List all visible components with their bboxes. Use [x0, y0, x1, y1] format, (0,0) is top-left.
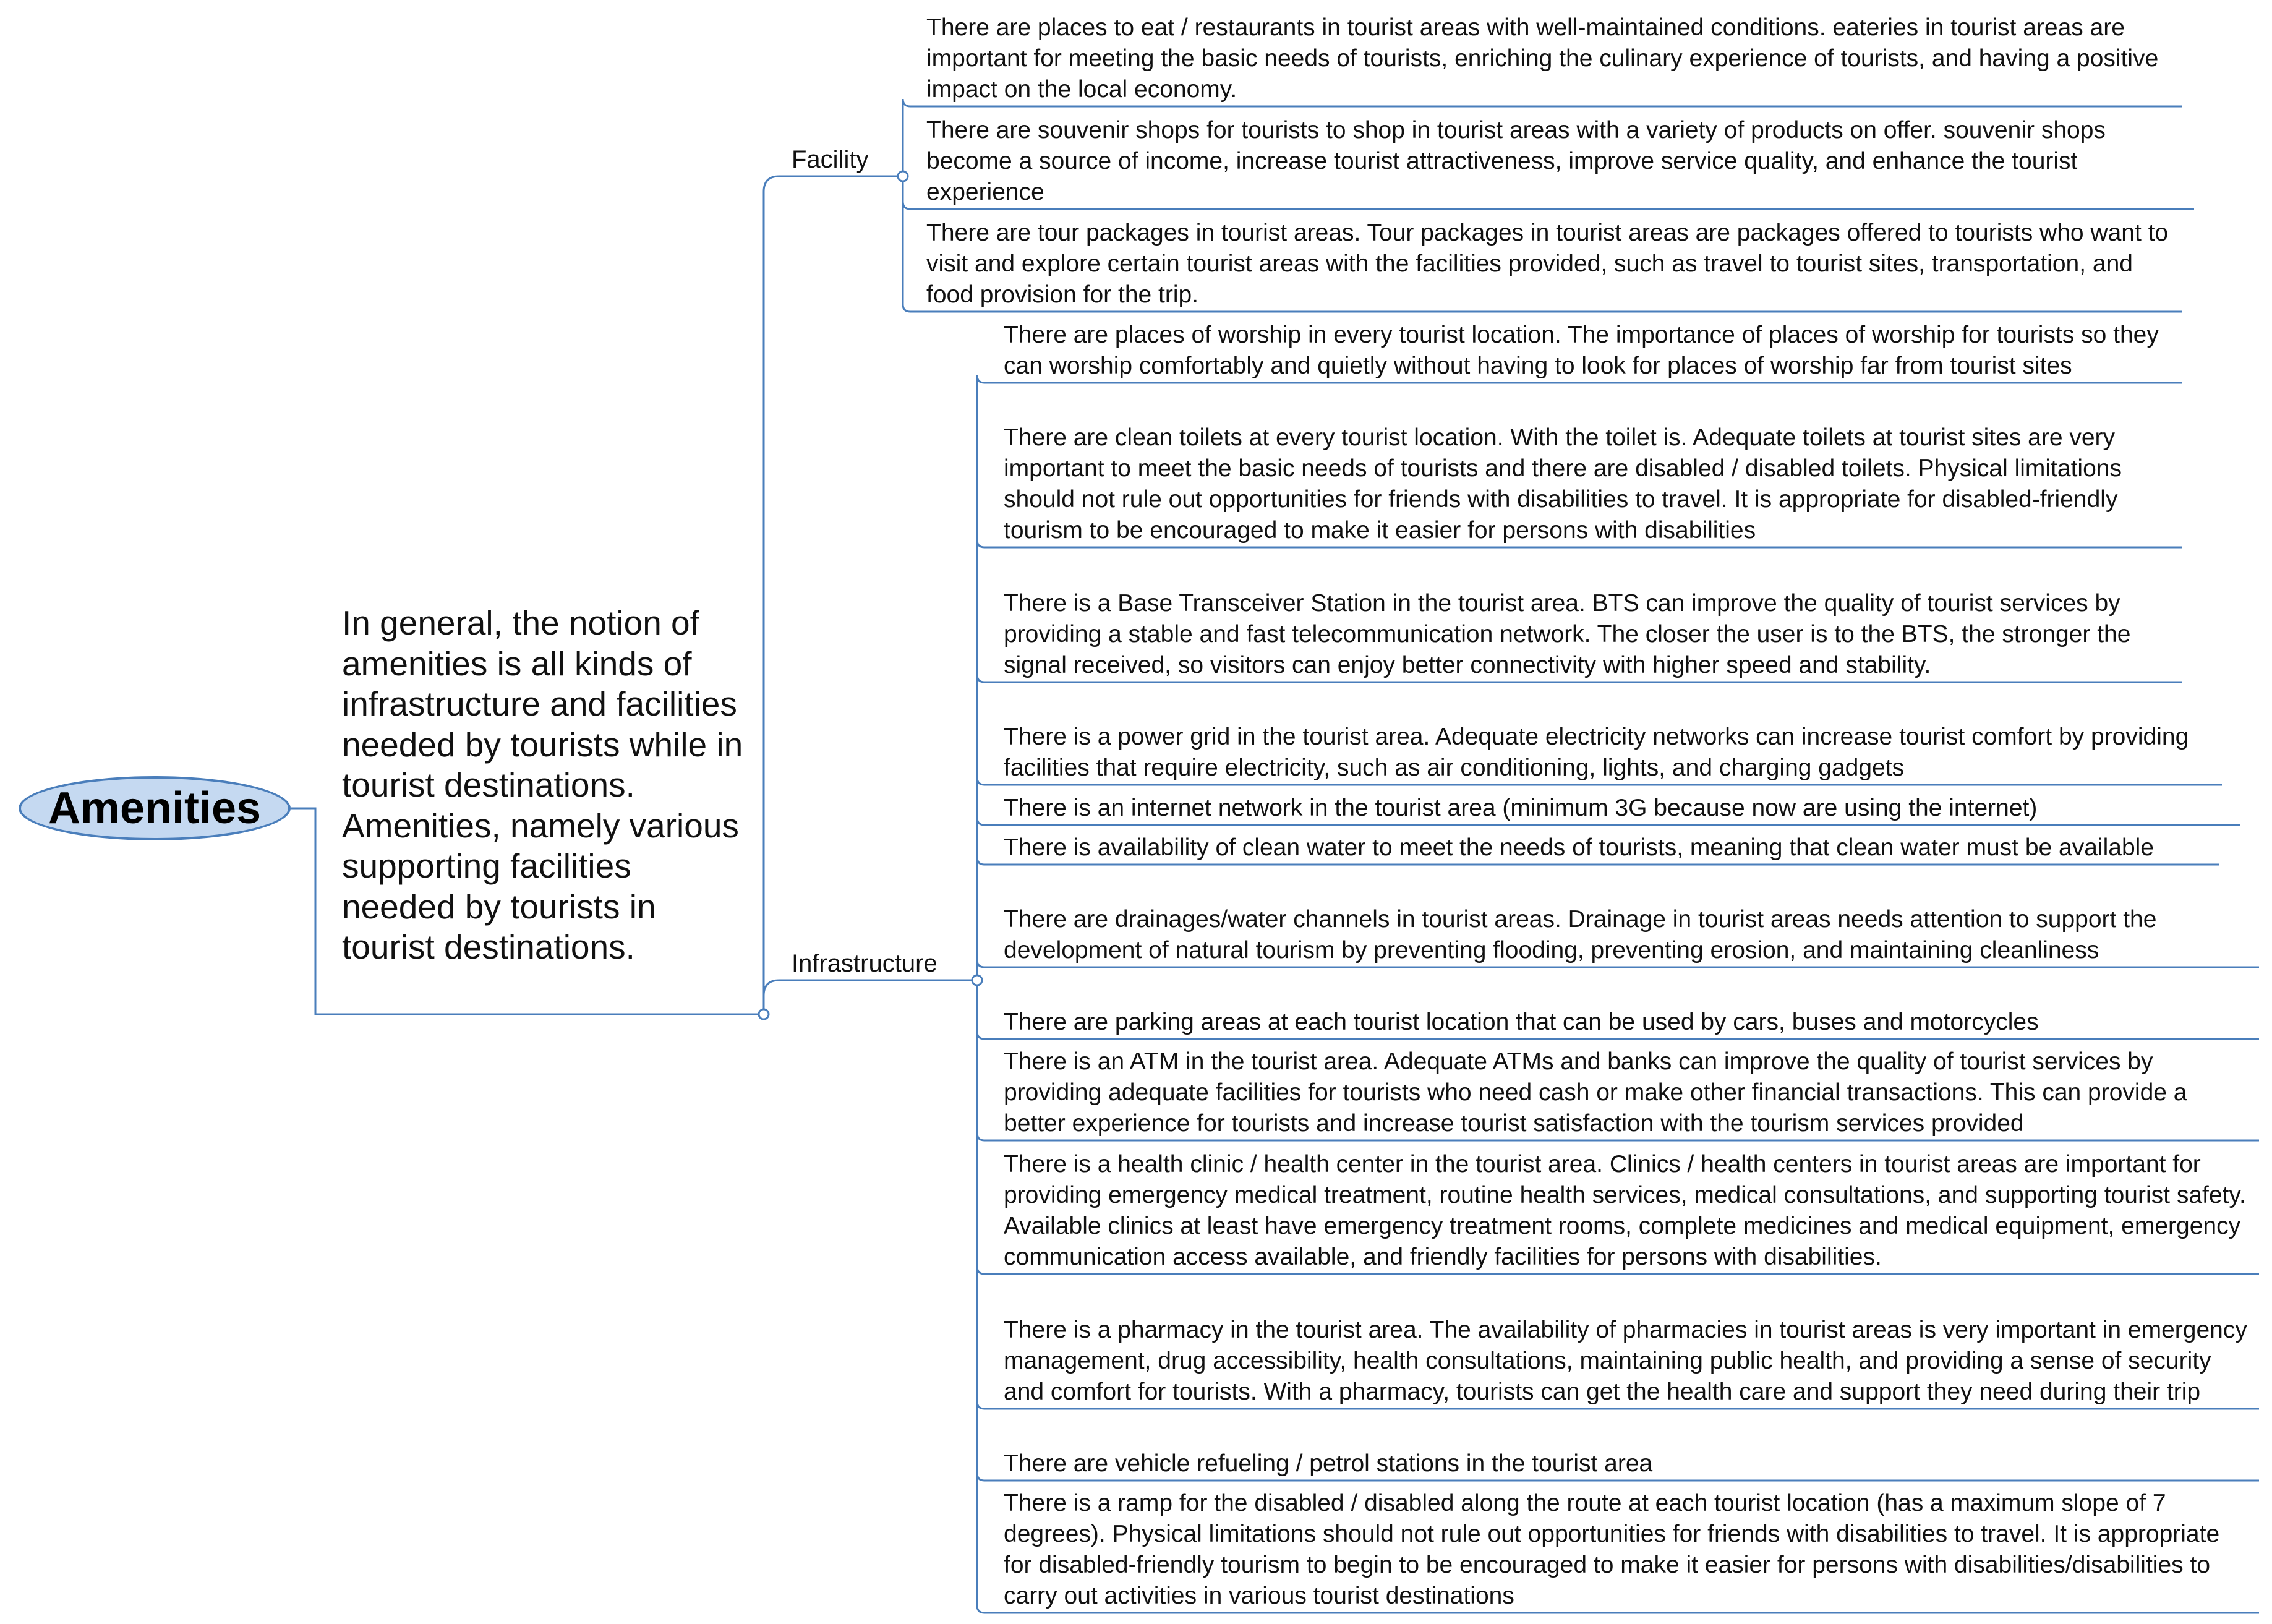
infrastructure-leaf[interactable] — [1004, 793, 2234, 824]
branch-infrastructure-label[interactable]: Infrastructure — [792, 950, 937, 977]
infrastructure-leaf[interactable] — [1004, 1149, 2253, 1273]
root-node[interactable] — [19, 776, 291, 840]
facility-leaf[interactable] — [926, 218, 2176, 310]
branch-facility-label[interactable]: Facility — [792, 146, 869, 173]
infrastructure-leaf[interactable] — [1004, 1046, 2253, 1139]
infrastructure-leaf[interactable] — [1004, 320, 2176, 382]
leaf-text: There are souvenir shops for tourists to shop in tourist areas with a variety of products on offer. souvenir shops become a source of income, increase tourist attractiveness, improve service quality, and enhance the tourist experience — [926, 117, 2106, 205]
infrastructure-leaf[interactable] — [1004, 588, 2176, 681]
infrastructure-leaf[interactable] — [1004, 832, 2213, 863]
infrastructure-leaf[interactable] — [1004, 422, 2176, 546]
description-junction — [759, 1009, 769, 1019]
infrastructure-leaf[interactable] — [1004, 1315, 2253, 1408]
facility-leaf[interactable] — [926, 12, 2176, 105]
leaf-text: There are tour packages in tourist areas. Tour packages in tourist areas are packages offered to tourists who want to visit and explore certain tourist areas with the facilities provided, such as travel to tourist sites, transportation, and food provision for the trip. — [926, 220, 2169, 308]
leaf-text: There is an internet network in the tourist area (minimum 3G because now are using the internet) — [1004, 795, 2038, 821]
leaf-text: There are clean toilets at every tourist location. With the toilet is. Adequate toilets at tourist sites are very important to meet the basic needs of tourists and there are disabled / disabled toilets. Physical limitations should not rule out opportunities for friends with disabilities to travel. It is appropriate for disabled-friendly tourism to be encouraged to make it easier for persons with disabilities — [1004, 424, 2122, 544]
leaf-text: There are places of worship in every tourist location. The importance of places of worship for tourists so they can worship comfortably and quietly without having to look for places of worship far from tourist sites — [1004, 322, 2159, 379]
infrastructure-leaf[interactable] — [1004, 1488, 2253, 1612]
infrastructure-leaf[interactable] — [1004, 904, 2253, 966]
infrastructure-junction — [972, 975, 982, 985]
infrastructure-leaf[interactable] — [1004, 1007, 2253, 1038]
facility-junction — [898, 171, 908, 181]
infrastructure-leaf[interactable] — [1004, 1448, 2253, 1479]
leaf-text: There are drainages/water channels in tourist areas. Drainage in tourist areas needs attention to support the development of natural tourism by preventing flooding, preventing erosion, and maintaining cleanliness — [1004, 906, 2157, 964]
facility-leaf[interactable] — [926, 115, 2188, 208]
facility-connector — [764, 176, 903, 1009]
description-text: In general, the notion of amenities is all kinds of infrastructure and facilities needed by tourists while in tourist destinations. Amenities, namely various supporting facilities needed by tourists in tourist destinations. — [342, 604, 743, 966]
leaf-text: There is a power grid in the tourist area. Adequate electricity networks can increase tourist comfort by providing facilities that require electricity, such as air conditioning, lights, and charging gadgets — [1004, 724, 2189, 781]
leaf-text: There is a health clinic / health center in the tourist area. Clinics / health centers in tourist areas are important for providing emergency medical treatment, routine health services, medical consultations, and supporting tourist safety. Available clinics at least have emergency treatment rooms, complete medicines and medical equipment, emergency communication access available, and friendly facilities for persons with disabilities. — [1004, 1151, 2246, 1270]
leaf-text: There is a Base Transceiver Station in the tourist area. BTS can improve the quality of tourist services by providing a stable and fast telecommunication network. The closer the user is to the BTS, the stronger the signal received, so visitors can enjoy better connectivity with higher speed and stability. — [1004, 590, 2131, 678]
leaf-text: There is availability of clean water to meet the needs of tourists, meaning that clean water must be available — [1004, 834, 2154, 861]
leaf-text: There is an ATM in the tourist area. Adequate ATMs and banks can improve the quality of tourist services by providing adequate facilities for tourists who need cash or make other financial transactions. This can provide a better experience for tourists and increase tourist satisfaction with the tourism services provided — [1004, 1048, 2187, 1137]
leaf-text: There are places to eat / restaurants in tourist areas with well-maintained conditions. eateries in tourist areas are important for meeting the basic needs of tourists, enriching the culinary experience of tourists, and having a positive impact on the local economy. — [926, 14, 2159, 103]
leaf-text: There are vehicle refueling / petrol stations in the tourist area — [1004, 1450, 1653, 1477]
leaf-text: There are parking areas at each tourist location that can be used by cars, buses and motorcycles — [1004, 1009, 2039, 1035]
leaf-text: There is a pharmacy in the tourist area. The availability of pharmacies in tourist areas is very important in emergency management, drug accessibility, health consultations, maintaining public health, and providing a sense of security and comfort for tourists. With a pharmacy, tourists can get the health care and support they need during their trip — [1004, 1317, 2247, 1405]
infrastructure-connector — [764, 980, 977, 1009]
root-label: Amenities — [48, 784, 262, 833]
leaf-text: There is a ramp for the disabled / disabled along the route at each tourist location (has a maximum slope of 7 degrees). Physical limitations should not rule out opportunities for friends with disabilities to travel. It is appropriate for disabled-friendly tourism to begin to be encouraged to make it easier for persons with disabilities/disabilities to carry out activities in various tourist destinations — [1004, 1490, 2220, 1609]
infrastructure-leaf[interactable] — [1004, 722, 2216, 784]
